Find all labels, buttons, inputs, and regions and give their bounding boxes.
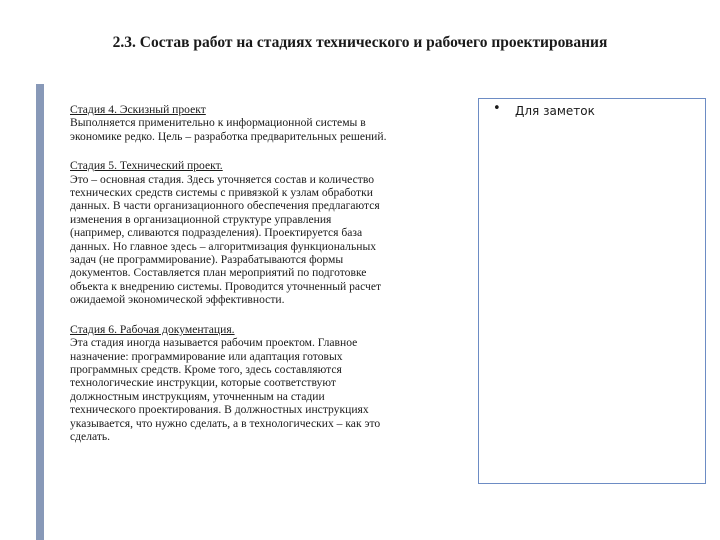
notes-box[interactable] [478,98,706,484]
notes-label: Для заметок [515,104,595,118]
section-heading: Стадия 4. Эскизный проект [70,103,206,116]
section-text: Это – основная стадия. Здесь уточняется состав и количество технических средств системы с привязкой к узлам обработки данных. В части организационного обеспечения предлагаются изменения в организационной структуре управления (например, сливаются подразделения). Проектируется база данных. Но главное здесь – алгоритмизация функциональных задач (не программирование). Разрабатываются формы документов. Составляется план мероприятий по подготовке объекта к внедрению системы. Проводится уточненный расчет ожидаемой экономической эффективности. [70,172,382,307]
sidebar-accent-bar [36,84,44,540]
section-text: Эта стадия иногда называется рабочим проектом. Главное назначение: программирование или адаптация готовых программных средств. Кроме того, здесь составляются технологические инструкции, которые соответствуют должностным инструкциям, уточненным на стадии технического проектирования. В должностных инструкциях указывается, что нужно сделать, а в технологических – как это сделать. [70,336,381,443]
bullet-icon: • [493,101,501,116]
section-stage-6 [70,323,470,444]
section-heading: Стадия 6. Рабочая документация. [70,322,235,336]
section-heading: Стадия 5. Технический проект. [70,159,223,173]
section-text: Выполняется применительно к информационной системы в экономике редко. Цель – разработка предварительных решений. [70,116,387,143]
main-content [70,103,470,459]
section-stage-5 [70,159,470,306]
slide-title: 2.3. Состав работ на стадиях технического и рабочего проектирования [112,34,608,51]
section-stage-4 [70,103,470,143]
